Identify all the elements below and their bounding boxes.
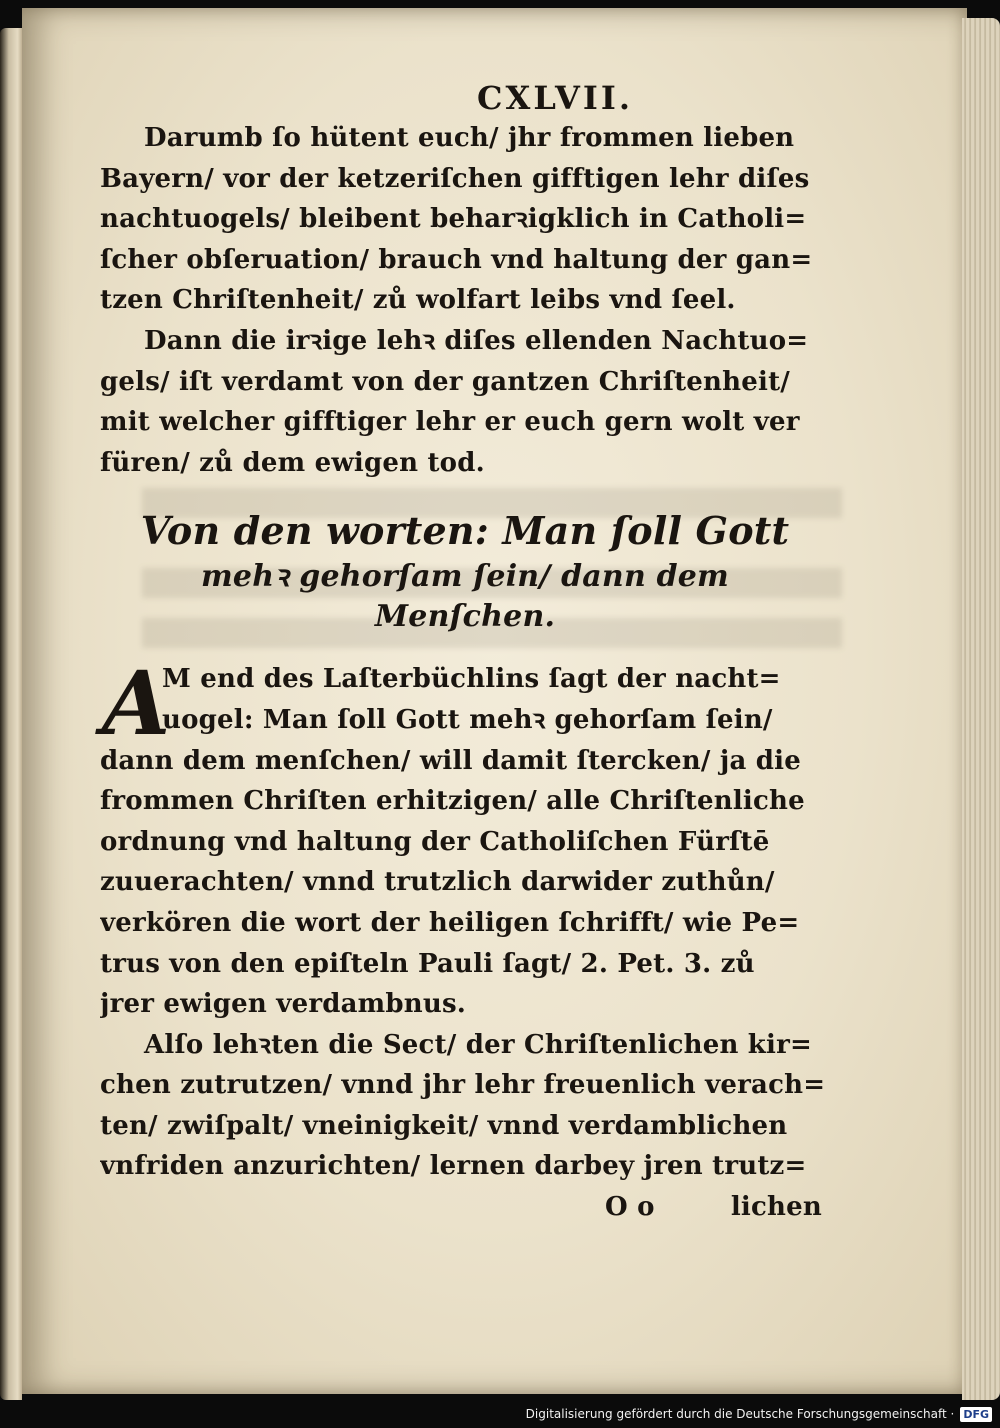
heading-line: Menſchen.: [374, 599, 556, 635]
text-line: zuuerachten/ vnnd trutzlich darwider zuthůn/: [100, 867, 775, 898]
text-line: gels/ iſt verdamt von der gantzen Chriſtenheit/: [100, 366, 790, 397]
page-text: [100, 78, 830, 1229]
text-line: dann dem menſchen/ will damit ſtercken/ ja die: [100, 745, 801, 776]
text-line: uogel: Man ſoll Gott mehꝛ gehorſam ſein/: [162, 704, 773, 735]
text-line: nachtuogels/ bleibent beharꝛigklich in Catholi=: [100, 204, 807, 235]
page-stack-edge: [962, 18, 1000, 1400]
text-line: tzen Chriſtenheit/ zů wolfart leibs vnd ſeel.: [100, 285, 736, 316]
text-line: verkören die wort der heiligen ſchrifft/ wie Pe=: [100, 907, 800, 938]
text-line: mit welcher gifftiger lehr er euch gern wolt ver: [100, 407, 800, 438]
folio-number: CXLVII.: [477, 79, 633, 117]
text-line: ordnung vnd haltung der Catholiſchen Fürſtē: [100, 826, 770, 857]
left-page-edge: [0, 28, 22, 1400]
text-line: chen zutrutzen/ vnnd jhr lehr freuenlich verach=: [100, 1070, 826, 1101]
text-line: ten/ zwiſpalt/ vneinigkeit/ vnnd verdamblichen: [100, 1110, 788, 1141]
dfg-logo: DFG: [960, 1407, 992, 1422]
text-line: vnfriden anzurichten/ lernen darbey jren trutz=: [100, 1151, 807, 1182]
text-line: frommen Chriſten erhitzigen/ alle Chriſtenliche: [100, 786, 805, 817]
decorated-initial: A: [102, 651, 171, 756]
text-line: Alſo lehꝛten die Sect/ der Chriſtenlichen kir=: [144, 1029, 812, 1060]
paragraph-1: [100, 118, 830, 321]
footer-credit: Digitalisierung gefördert durch die Deutsche Forschungsgemeinschaft ·: [525, 1407, 955, 1421]
section-heading: [100, 505, 830, 637]
text-line: jrer ewigen verdambnus.: [100, 989, 467, 1020]
text-line: Bayern/ vor der ketzeriſchen gifftigen lehr diſes: [100, 163, 810, 194]
paragraph-3: [100, 651, 830, 1024]
heading-line: Von den worten: Man ſoll Gott: [140, 508, 790, 554]
paragraph-4: [100, 1025, 830, 1187]
heading-line: mehꝛ gehorſam ſein/ dann dem: [200, 559, 730, 595]
text-line: Dann die irꝛige lehꝛ diſes ellenden Nachtuo=: [144, 325, 809, 356]
catch-line: [100, 1187, 830, 1229]
text-line: M end des Laſterbüchlins ſagt der nacht=: [162, 664, 781, 695]
digitization-footer: [526, 1403, 992, 1425]
paragraph-2: [100, 321, 830, 483]
text-line: trus von den epiſteln Pauli ſagt/ 2. Pet. 3. zů: [100, 948, 755, 979]
signature-mark: O o: [605, 1192, 655, 1223]
text-line: Darumb ſo hütent euch/ jhr frommen lieben: [144, 123, 795, 153]
text-line: füren/ zů dem ewigen tod.: [100, 447, 485, 478]
catchword: lichen: [730, 1192, 822, 1223]
text-line: ſcher obſeruation/ brauch vnd haltung der gan=: [100, 244, 813, 275]
